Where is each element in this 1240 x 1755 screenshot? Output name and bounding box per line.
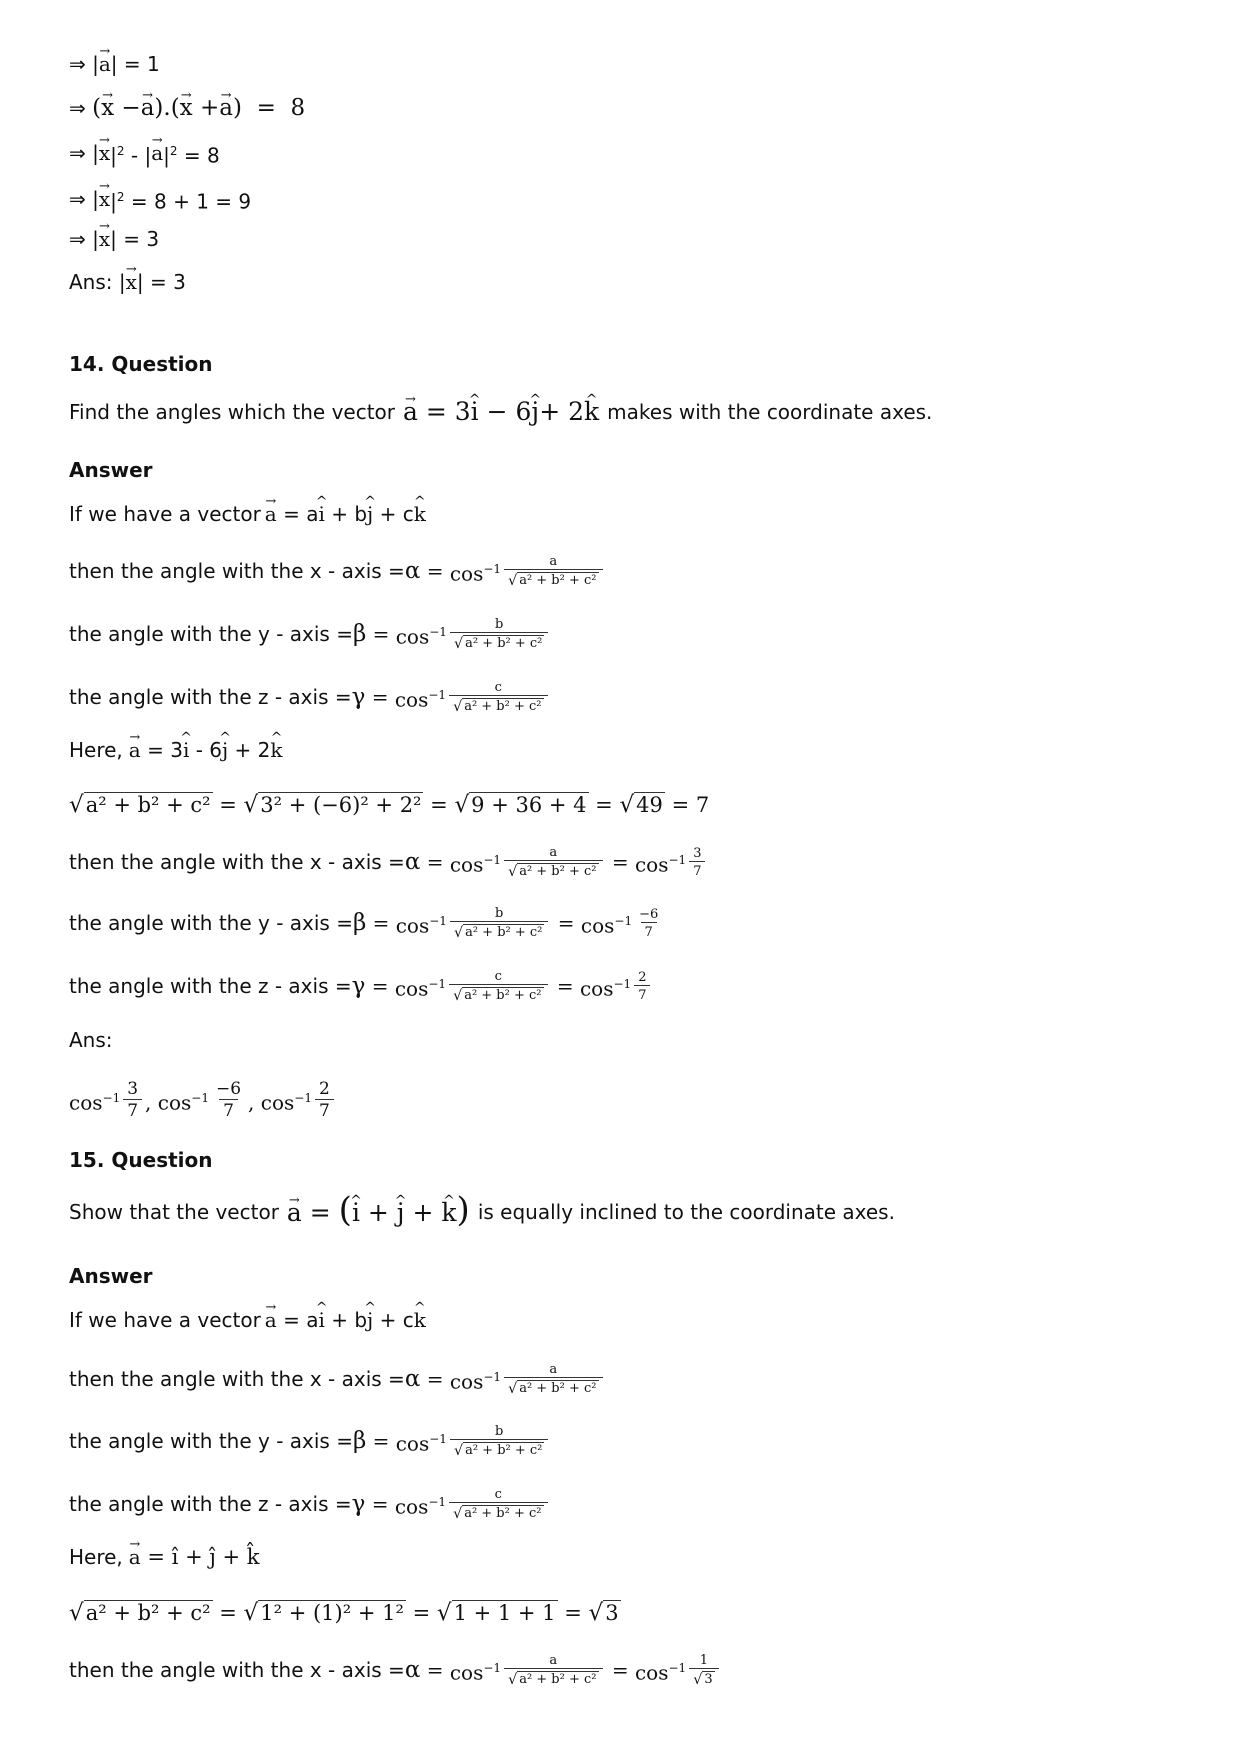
q15-magnitude: √ a² + b² + c² = √ 1² + (1)² + 1² = √ 1 + 1 + 1 = √ 3	[69, 1599, 619, 1626]
q15-general-vector: If we have a vector → a = a ^ i + b ^ j + c ^ k	[69, 1308, 426, 1332]
question-15-heading: 15. Question	[69, 1148, 213, 1172]
question-14-text: Find the angles which the vector → a = 3^ i − 6^ j+ 2^ k makes with the coordinate axes.	[69, 400, 932, 424]
q15-here-vector: Here, → a = î + ĵ + k̂	[69, 1545, 260, 1569]
q14-magnitude: √ a² + b² + c² = √ 3² + (−6)² + 2² = √ 9 + 36 + 4 = √ 49 = 7	[69, 791, 710, 818]
line-dot-product: ⇒ ( → x − → a ).( → x + → a ) = 8	[69, 96, 305, 120]
q14-final-answer: $\cos^{-1}$ $\frac{3}{7}$ , $\cos^{-1}$ $\frac{-6}{7}$ , $\cos^{-1}$ $\frac{2}{7}$	[69, 1080, 337, 1121]
answer-15-label: Answer	[69, 1264, 153, 1288]
line-a-magnitude: ⇒ | → a | = 1	[69, 52, 160, 76]
q14-x-angle: then the angle with the x - axis = α = $\cos^{-1}$ a √ a² + b² + c² = $\cos^{-1}$ $\frac{3}{7}$	[69, 845, 708, 880]
q14-y-angle: the angle with the y - axis = β = $\cos^{-1}$ b √ a² + b² + c² = $\cos^{-1}$ $\frac{-6}{7}$	[69, 906, 659, 941]
q14-general-y-angle: the angle with the y - axis = β = $\cos^{-1}$ b √ a² + b² + c²	[69, 617, 551, 652]
line-square-diff: ⇒ | → x $|^2$ - | → a $|^2 = 8$	[69, 139, 220, 168]
question-14-heading: 14. Question	[69, 352, 213, 376]
question-15-text: Show that the vector → a = (^ i + ^ j + ^ k) is equally inclined to the coordinate axes.	[69, 1198, 895, 1225]
line-x-squared: ⇒ | → x $|^2 = 8 + 1 = 9$	[69, 185, 251, 214]
q14-ans-label: Ans:	[69, 1028, 113, 1052]
answer-14-label: Answer	[69, 458, 153, 482]
q15-general-z-angle: the angle with the z - axis = γ = $\cos^{-1}$ c √ a² + b² + c²	[69, 1487, 551, 1522]
q14-here-vector: Here, → a = 3 ^ i - 6 ^ j + 2 ^ k	[69, 738, 283, 762]
q14-z-angle: the angle with the z - axis = γ = $\cos^{-1}$ c √ a² + b² + c² = $\cos^{-1}$ $\frac{2}{7}$	[69, 969, 653, 1004]
q15-general-y-angle: the angle with the y - axis = β = $\cos^{-1}$ b √ a² + b² + c²	[69, 1424, 551, 1459]
line-answer-13: Ans: | → x | = 3	[69, 270, 186, 294]
line-x-magnitude: ⇒ | → x | = 3	[69, 227, 159, 251]
q14-general-z-angle: the angle with the z - axis = γ = $\cos^{-1}$ c √ a² + b² + c²	[69, 680, 551, 715]
q14-general-vector: If we have a vector → a = a ^ i + b ^ j + c ^ k	[69, 502, 426, 526]
q15-general-x-angle: then the angle with the x - axis = α = $\cos^{-1}$ a √ a² + b² + c²	[69, 1362, 606, 1397]
q15-x-angle: then the angle with the x - axis = α = $\cos^{-1}$ a √ a² + b² + c² = $\cos^{-1}$ 1 √ 3	[69, 1653, 722, 1688]
q14-general-x-angle: then the angle with the x - axis = α = $\cos^{-1}$ a √ a² + b² + c²	[69, 554, 606, 589]
